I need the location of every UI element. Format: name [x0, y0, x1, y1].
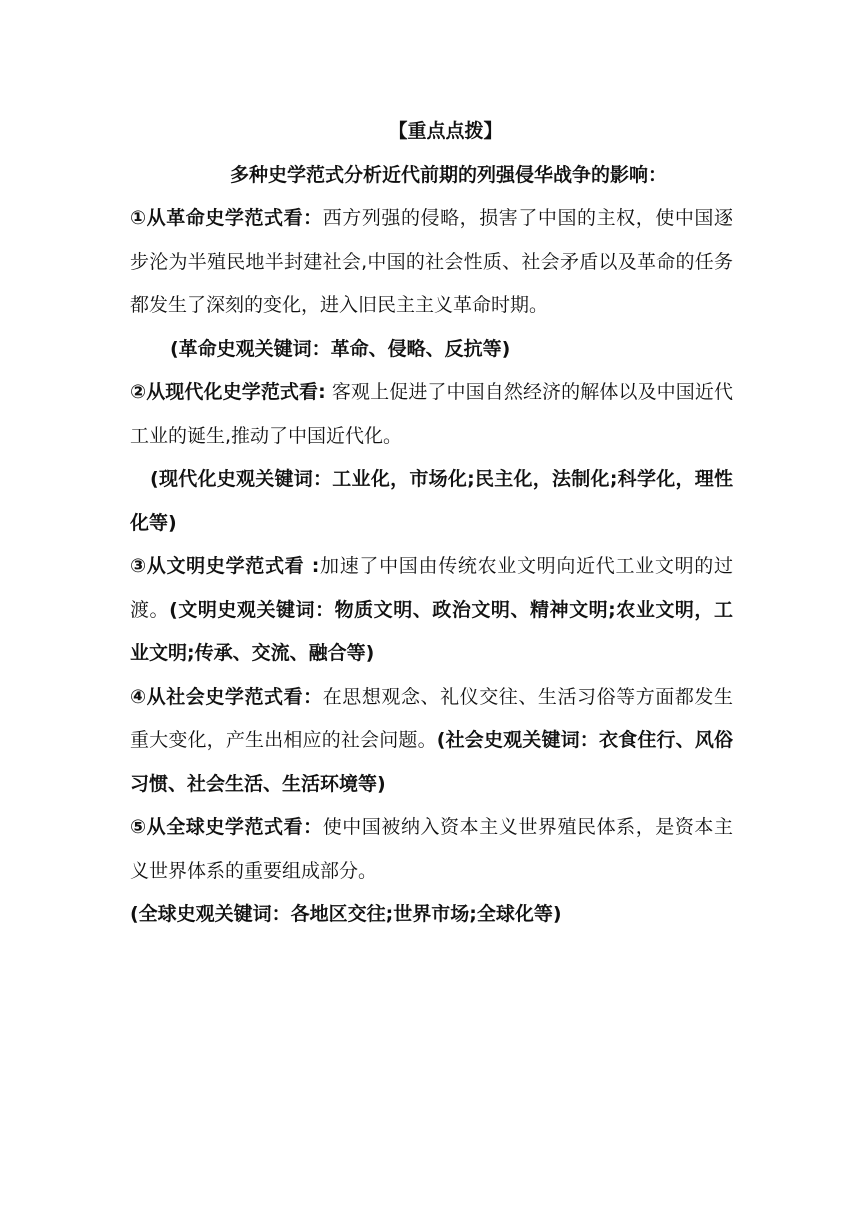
keyword-note-global: (全球史观关键词：各地区交往;世界市场;全球化等): [130, 903, 562, 925]
section-subtitle: 多种史学范式分析近代前期的列强侵华战争的影响：: [229, 163, 667, 186]
paragraph-modernization: [130, 371, 733, 458]
keyword-note-society: (社会史观关键词：衣食住行、风俗习惯、社会生活、生活环境等): [130, 729, 733, 795]
paragraph-body: 加速了中国由传统农业文明向近代工业文明的过渡。: [130, 555, 733, 621]
document-content: [130, 110, 733, 937]
paragraph-lead: ③从文明史学范式看 :: [130, 555, 320, 577]
paragraph-society: [130, 676, 733, 807]
paragraph-body: 客观上促进了中国自然经济的解体以及中国近代工业的诞生,推动了中国近代化。: [130, 381, 734, 447]
paragraph-lead: ②从现代化史学范式看:: [130, 381, 326, 403]
paragraph-body: 西方列强的侵略，损害了中国的主权，使中国逐步沦为半殖民地半封建社会,中国的社会性质、社会矛盾以及革命的任务都发生了深刻的变化，进入旧民主主义革命时期。: [130, 207, 733, 316]
paragraph-body: 在思想观念、礼仪交往、生活习俗等方面都发生重大变化，产生出相应的社会问题。: [130, 685, 733, 751]
paragraph-global: [130, 806, 733, 893]
paragraph-lead: ④从社会史学范式看：: [130, 685, 323, 708]
paragraph-revolution: [130, 197, 733, 328]
paragraph-lead: ①从革命史学范式看：: [130, 207, 323, 229]
paragraph-body: 使中国被纳入资本主义世界殖民体系，是资本主义世界体系的重要组成部分。: [130, 816, 733, 882]
keyword-note-revolution: (革命史观关键词：革命、侵略、反抗等): [170, 337, 511, 360]
keyword-note-civilization: (文明史观关键词：物质文明、政治文明、精神文明;农业文明，工业文明;传承、交流、融合等): [130, 598, 733, 664]
keyword-note-modernization: (现代化史观关键词：工业化，市场化;民主化，法制化;科学化，理性化等): [130, 468, 733, 534]
paragraph-lead: ⑤从全球史学范式看：: [130, 816, 323, 838]
section-title: 【重点点拨】: [388, 120, 503, 142]
paragraph-civilization: [130, 545, 733, 676]
